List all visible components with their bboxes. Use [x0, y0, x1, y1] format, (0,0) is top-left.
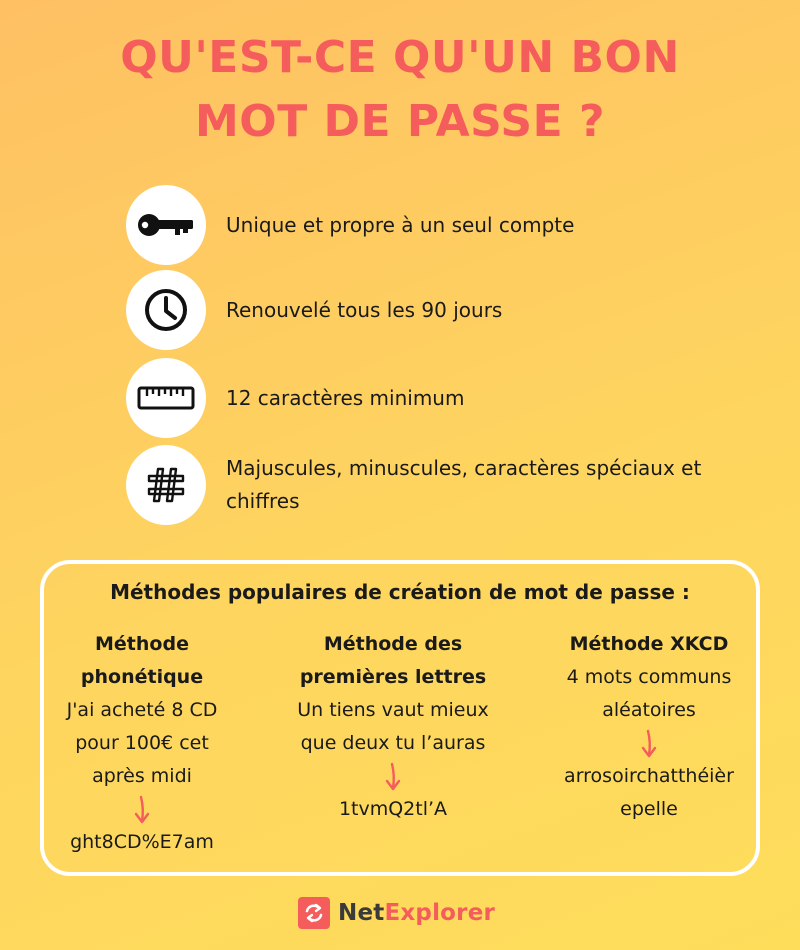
criterion-text: Unique et propre à un seul compte: [226, 212, 575, 237]
method-first-letters: [268, 628, 518, 826]
logo-word-net: Net: [338, 900, 385, 926]
method-phonetic: [17, 628, 267, 859]
title-line-2: MOT DE PASSE ?: [195, 96, 605, 147]
page-title: [0, 26, 800, 154]
method-description: 4 mots communs aléatoires: [566, 666, 732, 721]
method-xkcd: [524, 628, 774, 826]
method-name: Méthode des premières lettres: [299, 633, 487, 688]
method-description: Un tiens vaut mieux que deux tu l’auras: [297, 699, 489, 754]
criterion-text: Majuscules, minuscules, caractères spéciaux et chiffres: [226, 456, 702, 513]
criterion-length: [126, 358, 726, 438]
methods-heading: Méthodes populaires de création de mot de passe :: [110, 580, 690, 604]
arrow-down-icon: [17, 793, 267, 826]
clock-icon: [143, 287, 189, 333]
criterion-charset: [126, 445, 726, 525]
method-result: 1tvmQ2tl’A: [338, 798, 448, 820]
method-result: arrosoirchatthéièr epelle: [564, 765, 734, 820]
criterion-text: 12 caractères minimum: [226, 385, 465, 410]
sync-arrows-icon: [298, 897, 330, 929]
logo-word-explorer: Explorer: [384, 900, 496, 926]
arrow-down-icon: [524, 727, 774, 760]
criterion-icon-circle: [126, 445, 206, 525]
method-result: ght8CD%E7am: [70, 831, 214, 853]
ruler-icon: [137, 385, 195, 411]
criterion-text: Renouvelé tous les 90 jours: [226, 297, 503, 322]
key-icon: [137, 211, 195, 239]
title-line-1: QU'EST-CE QU'UN BON: [120, 32, 680, 83]
logo-wordmark: [338, 900, 495, 926]
method-description: J'ai acheté 8 CD pour 100€ cet après midi: [66, 699, 218, 787]
criterion-unique: [126, 185, 726, 265]
netexplorer-logo: [298, 896, 495, 930]
criterion-icon-circle: [126, 270, 206, 350]
criterion-icon-circle: [126, 358, 206, 438]
method-name: Méthode phonétique: [80, 633, 204, 688]
method-name: Méthode XKCD: [569, 633, 729, 655]
criterion-renewal: [126, 270, 726, 350]
hash-icon: [144, 463, 188, 507]
criterion-icon-circle: [126, 185, 206, 265]
arrow-down-icon: [268, 760, 518, 793]
